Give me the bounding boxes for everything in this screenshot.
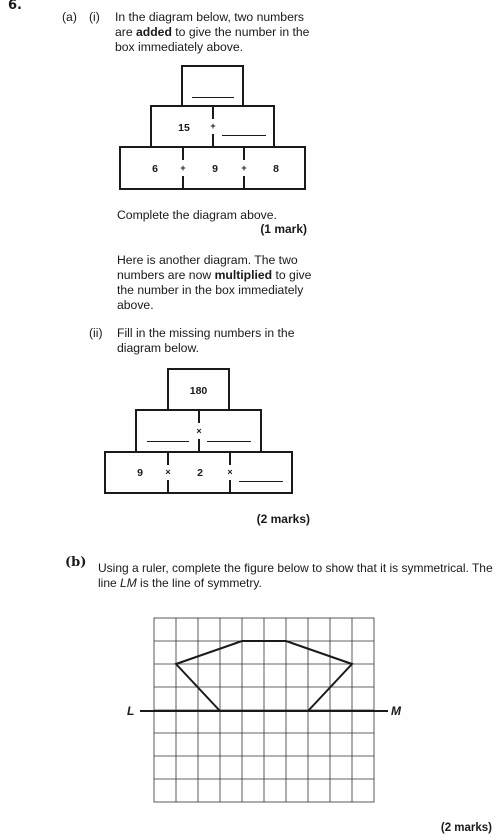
sub-i-label: (i) [89, 10, 100, 24]
fill-instruction: Fill in the missing numbers in the diagram below. [117, 326, 295, 355]
question-number: 6. [8, 0, 22, 13]
pyramid1-bottom-mid: 9 [212, 163, 218, 175]
pyramid1-middle-left: 15 [178, 122, 190, 134]
part-b-instruction: Using a ruler, complete the figure below to show that it is symmetrical. The line LM is the line of symmetry. [98, 561, 493, 590]
plus-sign: + [180, 163, 186, 173]
marks-1: (1 mark) [260, 222, 307, 236]
plus-sign: + [241, 163, 247, 173]
pyramid1-bottom-left: 6 [152, 163, 158, 175]
pyramid2-top-value: 180 [189, 385, 208, 397]
another-diagram-text: Here is another diagram. The two numbers are now multiplied to give the number in the box immediately above. [117, 253, 312, 312]
complete-instruction: Complete the diagram above. [117, 208, 277, 222]
pyramid2-bottom-mid: 2 [197, 467, 203, 479]
label-l: L [127, 704, 135, 718]
marks-b: (2 marks) [440, 822, 492, 834]
times-sign: × [227, 467, 233, 477]
pyramid1-bottom-right: 8 [273, 163, 279, 175]
times-sign: × [196, 426, 202, 436]
marks-2: (2 marks) [256, 512, 310, 526]
times-sign: × [165, 467, 171, 477]
plus-sign: + [210, 121, 216, 131]
intro-text: In the diagram below, two numbers are added to give the number in the box immediately above. [115, 10, 310, 54]
part-a-label: (a) [62, 10, 77, 24]
pyramid2-bottom-left: 9 [137, 467, 143, 479]
part-b-label: (b) [65, 555, 87, 570]
label-m: M [391, 704, 401, 718]
sub-ii-label: (ii) [89, 326, 103, 340]
